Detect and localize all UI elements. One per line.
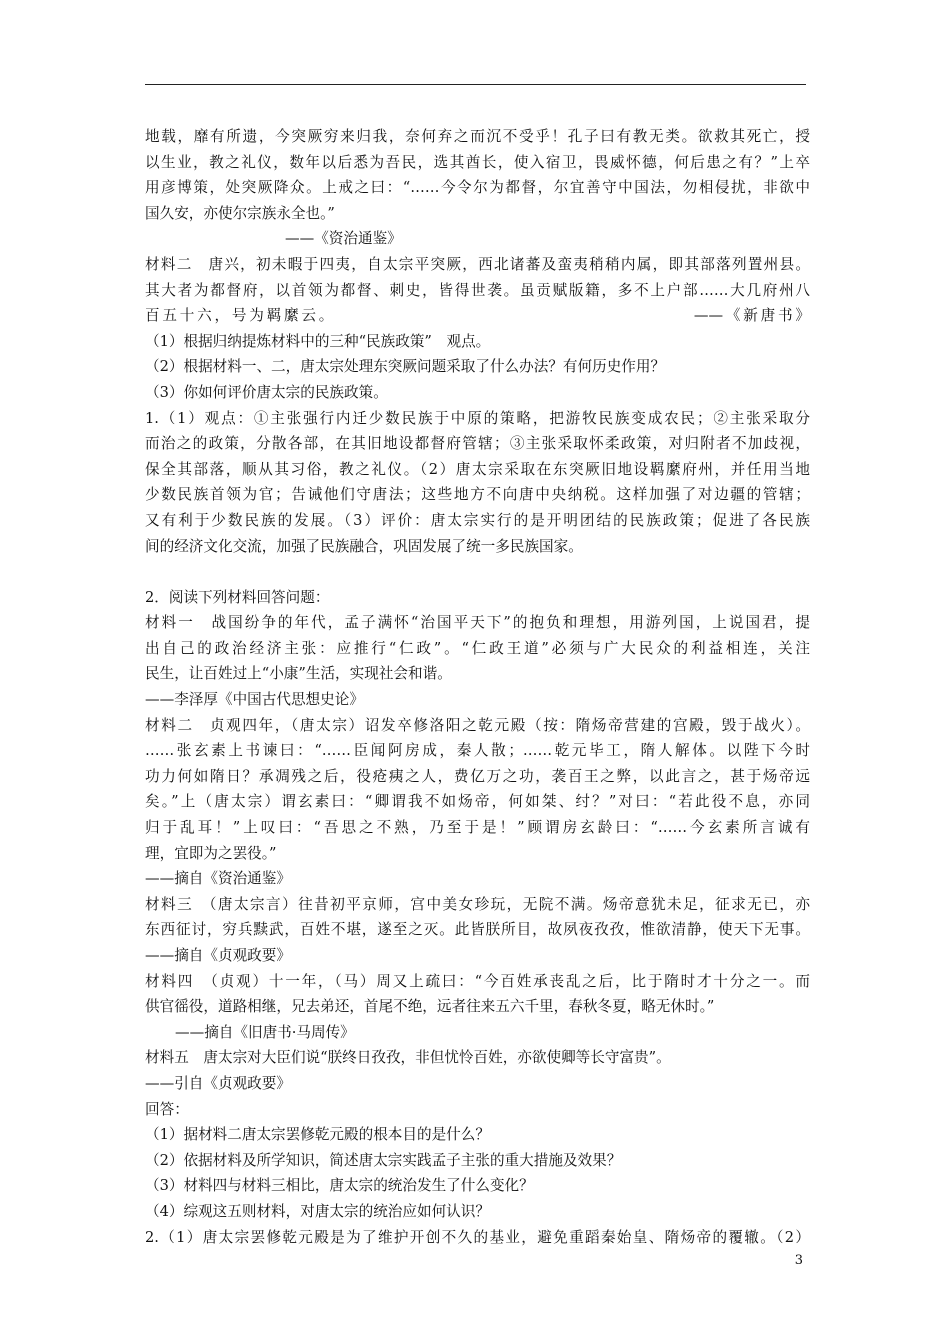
text-line: 又有利于少数民族的发展。（3）评价：唐太宗实行的是开明团结的民族政策；促进了各民族 <box>145 511 810 529</box>
text-line: ——摘自《贞观政要》 <box>145 947 291 964</box>
text-line: ——《资治通鉴》 <box>285 230 402 248</box>
text-line: 矣。”上（唐太宗）谓玄素曰：“卿谓我不如炀帝，何如桀、纣？”对曰：“若此役不息，亦同 <box>145 793 810 811</box>
page-number: 3 <box>794 1253 803 1268</box>
text-line: ——摘自《旧唐书·马周传》 <box>175 1023 355 1041</box>
header-rule <box>145 84 806 85</box>
text-line: 出自己的政治经济主张：应推行“仁政”。“仁政王道”必须与广大民众的利益相连，关注 <box>145 639 810 657</box>
text-line: 材料三 （唐太宗言）往昔初平京师，宫中美女珍玩，无院不满。炀帝意犹未足，征求无已，亦 <box>145 895 810 913</box>
text-line: 供官徭役，道路相继，兄去弟还，首尾不绝，远者往来五六千里，春秋冬夏，略无休时。” <box>145 998 715 1016</box>
text-line: 2.（1）唐太宗罢修乾元殿是为了维护开创不久的基业，避免重蹈秦始皇、隋炀帝的覆辙。（2） <box>145 1228 810 1246</box>
text-line: 其大者为都督府，以首领为都督、刺史，皆得世袭。虽贡赋版籍，多不上户部……大几府州八 <box>145 281 810 299</box>
text-line: 少数民族首领为官；告诫他们守唐法；这些地方不向唐中央纳税。这样加强了对边疆的管辖； <box>145 486 810 504</box>
text-line: 功力何如隋日？承凋残之后，役疮痍之人，费亿万之功，袭百王之弊，以此言之，甚于炀帝远 <box>145 767 810 785</box>
text-line: 2．阅读下列材料回答问题： <box>145 588 330 606</box>
text-line: ……张玄素上书谏曰：“……臣闻阿房成，秦人散；……乾元毕工，隋人解体。以陛下今时 <box>145 742 810 760</box>
text-line: （4）综观这五则材料，对唐太宗的统治应如何认识？ <box>145 1202 490 1220</box>
text-line: 回答： <box>145 1100 189 1118</box>
document-body <box>145 124 810 1250</box>
text-line: 东西征讨，穷兵黩武，百姓不堪，遂至之灭。此皆朕所目，故夙夜孜孜，惟欲清静，使天下无事。 <box>145 921 810 939</box>
text-line: 材料二 贞观四年，（唐太宗）诏发卒修洛阳之乾元殿（按：隋炀帝营建的宫殿，毁于战火）。 <box>145 716 810 734</box>
text-line: 而治之的政策，分散各部，在其旧地设都督府管辖；③主张采取怀柔政策，对归附者不加歧视， <box>145 435 810 453</box>
text-line: （2）根据材料一、二，唐太宗处理东突厥问题采取了什么办法？有何历史作用？ <box>145 358 666 376</box>
text-line: （2）依据材料及所学知识，简述唐太宗实践孟子主张的重大措施及效果？ <box>145 1151 622 1169</box>
text-line: 材料五 唐太宗对大臣们说“朕终日孜孜，非但忧怜百姓，亦欲使卿等长守富贵”。 <box>145 1049 671 1067</box>
text-line: 材料一 战国纷争的年代，孟子满怀“治国平天下”的抱负和理想，用游列国，上说国君，提 <box>145 614 810 632</box>
text-line: 间的经济文化交流，加强了民族融合，巩固发展了统一多民族国家。 <box>145 537 583 555</box>
text-line: 国久安，亦使尔宗族永全也。” <box>145 204 335 222</box>
text-line: 理，宜即为之罢役。” <box>145 844 277 862</box>
text-line: 保全其部落，顺从其习俗，教之礼仪。（2）唐太宗采取在东突厥旧地设羁縻府州，并任用当地 <box>145 460 810 478</box>
text-line: 百五十六，号为羁縻云。 ——《新唐书》 <box>145 307 810 325</box>
text-line: 民生，让百姓过上“小康”生活，实现社会和谐。 <box>145 665 452 683</box>
text-line: 用彦博策，处突厥降众。上戒之曰：“……今令尔为都督，尔宜善守中国法，勿相侵扰，非欲中 <box>145 179 810 197</box>
text-line: （1）根据归纳提炼材料中的三种“民族政策” 观点。 <box>145 332 491 350</box>
text-line: （3）材料四与材料三相比，唐太宗的统治发生了什么变化？ <box>145 1177 534 1195</box>
text-line: 材料四 （贞观）十一年，（马）周又上疏曰：“今百姓承丧乱之后，比于隋时才十分之一。而 <box>145 972 810 990</box>
text-line: （3）你如何评价唐太宗的民族政策。 <box>145 383 388 401</box>
text-line: ——李泽厚《中国古代思想史论》 <box>145 691 364 709</box>
blank-line <box>145 559 810 585</box>
text-line: 地载，靡有所遗，今突厥穷来归我，奈何弃之而沉不受乎！孔子曰有教无类。欲救其死亡，授 <box>145 128 810 145</box>
text-line: ——摘自《资治通鉴》 <box>145 870 291 888</box>
text-line: （1）据材料二唐太宗罢修乾元殿的根本目的是什么？ <box>145 1126 490 1144</box>
text-line: 材料二 唐兴，初未暇于四夷，自太宗平突厥，西北诸蕃及蛮夷稍稍内属，即其部落列置州县。 <box>145 255 810 273</box>
text-line: 以生业，教之礼仪，数年以后悉为吾民，选其酋长，使入宿卫，畏威怀德，何后患之有？”上卒 <box>145 153 810 171</box>
text-line: 1.（1）观点：①主张强行内迁少数民族于中原的策略，把游牧民族变成农民；②主张采取分 <box>145 409 810 427</box>
text-line: ——引自《贞观政要》 <box>145 1074 291 1092</box>
text-line: 归于乱耳！”上叹曰：“吾思之不熟，乃至于是！”顾谓房玄龄曰：“……今玄素所言诚有 <box>145 819 810 837</box>
